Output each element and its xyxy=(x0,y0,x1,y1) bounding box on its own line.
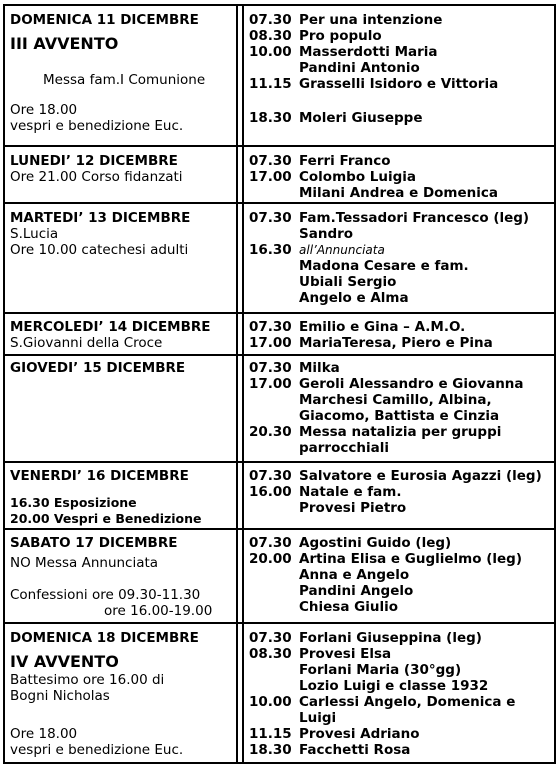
mass-time: 20.00 xyxy=(249,551,292,567)
mass-intention: Fam.Tessadori Francesco (leg) xyxy=(299,210,530,226)
mass-intention: Natale e fam. xyxy=(299,484,402,500)
day-heading: LUNEDI’ 12 DICEMBRE xyxy=(10,153,178,169)
mass-intention: Provesi Elsa xyxy=(299,646,392,662)
mass-list xyxy=(242,530,554,622)
day-note: Bogni Nicholas xyxy=(10,688,110,704)
mass-time: 07.30 xyxy=(249,468,292,484)
day-info xyxy=(5,530,238,622)
day-row xyxy=(5,624,554,762)
day-heading: VENERDI’ 16 DICEMBRE xyxy=(10,468,189,484)
day-row xyxy=(5,463,554,530)
mass-time: 18.30 xyxy=(249,742,292,758)
mass-intention: MariaTeresa, Piero e Pina xyxy=(299,335,493,351)
mass-time: 07.30 xyxy=(249,360,292,376)
day-note: NO Messa Annunciata xyxy=(10,555,159,571)
mass-time: 07.30 xyxy=(249,319,292,335)
mass-intention: Grasselli Isidoro e Vittoria xyxy=(299,76,499,92)
day-note: Ore 18.00 xyxy=(10,726,78,742)
mass-intention: Emilio e Gina – A.M.O. xyxy=(299,319,466,335)
day-note: Ore 18.00 xyxy=(10,102,78,118)
mass-intention: Angelo e Alma xyxy=(299,290,409,306)
mass-intention: Marchesi Camillo, Albina, xyxy=(299,392,492,408)
mass-list xyxy=(242,6,554,145)
mass-intention: Provesi Adriano xyxy=(299,726,420,742)
day-heading: DOMENICA 18 DICEMBRE xyxy=(10,630,199,646)
mass-list xyxy=(242,204,554,312)
day-note: ore 16.00-19.00 xyxy=(104,603,213,619)
mass-list xyxy=(242,463,554,528)
mass-list xyxy=(242,356,554,461)
mass-intention: Messa natalizia per gruppi xyxy=(299,424,502,440)
mass-intention: Anna e Angelo xyxy=(299,567,410,583)
mass-intention: Facchetti Rosa xyxy=(299,742,411,758)
mass-time: 07.30 xyxy=(249,535,292,551)
day-note: Messa fam.I Comunione xyxy=(43,72,206,88)
day-heading: MERCOLEDI’ 14 DICEMBRE xyxy=(10,319,211,335)
day-note: Confessioni ore 09.30-11.30 xyxy=(10,587,201,603)
mass-intention: Geroli Alessandro e Giovanna xyxy=(299,376,524,392)
mass-time: 17.00 xyxy=(249,335,292,351)
weekly-mass-schedule xyxy=(3,4,556,764)
mass-time: 11.15 xyxy=(249,76,292,92)
mass-intention: Forlani Maria (30°gg) xyxy=(299,662,462,678)
mass-intention: Giacomo, Battista e Cinzia xyxy=(299,408,500,424)
mass-time: 07.30 xyxy=(249,153,292,169)
day-row xyxy=(5,204,554,314)
mass-time: 08.30 xyxy=(249,28,292,44)
mass-time: 08.30 xyxy=(249,646,292,662)
day-info xyxy=(5,6,238,145)
day-note: Ore 10.00 catechesi adulti xyxy=(10,242,189,258)
mass-intention: Per una intenzione xyxy=(299,12,443,28)
mass-time: 17.00 xyxy=(249,376,292,392)
mass-intention: Luigi xyxy=(299,710,337,726)
mass-intention: Masserdotti Maria xyxy=(299,44,438,60)
mass-location: all’Annunciata xyxy=(299,243,385,257)
day-note: vespri e benedizione Euc. xyxy=(10,118,184,134)
mass-time: 11.15 xyxy=(249,726,292,742)
mass-time: 07.30 xyxy=(249,210,292,226)
mass-intention: Sandro xyxy=(299,226,354,242)
day-heading: GIOVEDI’ 15 DICEMBRE xyxy=(10,360,186,376)
day-row xyxy=(5,356,554,463)
day-note: vespri e benedizione Euc. xyxy=(10,742,184,758)
mass-intention: Carlessi Angelo, Domenica e xyxy=(299,694,516,710)
mass-intention: Salvatore e Eurosia Agazzi (leg) xyxy=(299,468,542,484)
mass-intention: parrocchiali xyxy=(299,440,389,456)
mass-time: 20.30 xyxy=(249,424,292,440)
day-info xyxy=(5,147,238,202)
mass-time: 07.30 xyxy=(249,630,292,646)
mass-list xyxy=(242,624,554,762)
day-row xyxy=(5,6,554,147)
day-row xyxy=(5,530,554,624)
mass-intention: Pandini Antonio xyxy=(299,60,420,76)
mass-time: 18.30 xyxy=(249,110,292,126)
day-info xyxy=(5,314,238,354)
day-row xyxy=(5,314,554,356)
day-note: 20.00 Vespri e Benedizione xyxy=(10,511,202,526)
mass-intention: Artina Elisa e Guglielmo (leg) xyxy=(299,551,523,567)
mass-time: 07.30 xyxy=(249,12,292,28)
mass-intention: Milka xyxy=(299,360,340,376)
mass-time: 17.00 xyxy=(249,169,292,185)
mass-intention: Milani Andrea e Domenica xyxy=(299,185,498,201)
day-heading: SABATO 17 DICEMBRE xyxy=(10,535,178,551)
mass-intention: Chiesa Giulio xyxy=(299,599,398,615)
day-heading: DOMENICA 11 DICEMBRE xyxy=(10,12,199,28)
mass-intention: Colombo Luigia xyxy=(299,169,417,185)
day-note: S.Lucia xyxy=(10,226,59,242)
mass-time: 16.00 xyxy=(249,484,292,500)
mass-intention: Madona Cesare e fam. xyxy=(299,258,469,274)
mass-intention: Lozio Luigi e classe 1932 xyxy=(299,678,489,694)
mass-time: 16.30 xyxy=(249,242,292,258)
day-info xyxy=(5,204,238,312)
day-heading: MARTEDI’ 13 DICEMBRE xyxy=(10,210,191,226)
day-note: 16.30 Esposizione xyxy=(10,495,137,510)
mass-intention: Ubiali Sergio xyxy=(299,274,397,290)
day-subtitle: III AVVENTO xyxy=(10,34,119,53)
mass-list xyxy=(242,147,554,202)
day-note: Ore 21.00 Corso fidanzati xyxy=(10,169,183,185)
mass-intention: Agostini Guido (leg) xyxy=(299,535,452,551)
day-subtitle: IV AVVENTO xyxy=(10,652,119,671)
day-info xyxy=(5,624,238,762)
day-row xyxy=(5,147,554,204)
day-info xyxy=(5,356,238,461)
mass-intention: Ferri Franco xyxy=(299,153,391,169)
mass-intention: Pro populo xyxy=(299,28,382,44)
mass-intention: Provesi Pietro xyxy=(299,500,407,516)
day-note: Battesimo ore 16.00 di xyxy=(10,672,165,688)
mass-intention: Moleri Giuseppe xyxy=(299,110,423,126)
mass-time: 10.00 xyxy=(249,694,292,710)
mass-list xyxy=(242,314,554,354)
day-note: S.Giovanni della Croce xyxy=(10,335,163,351)
mass-intention: Forlani Giuseppina (leg) xyxy=(299,630,482,646)
mass-intention: Pandini Angelo xyxy=(299,583,414,599)
mass-time: 10.00 xyxy=(249,44,292,60)
day-info xyxy=(5,463,238,528)
